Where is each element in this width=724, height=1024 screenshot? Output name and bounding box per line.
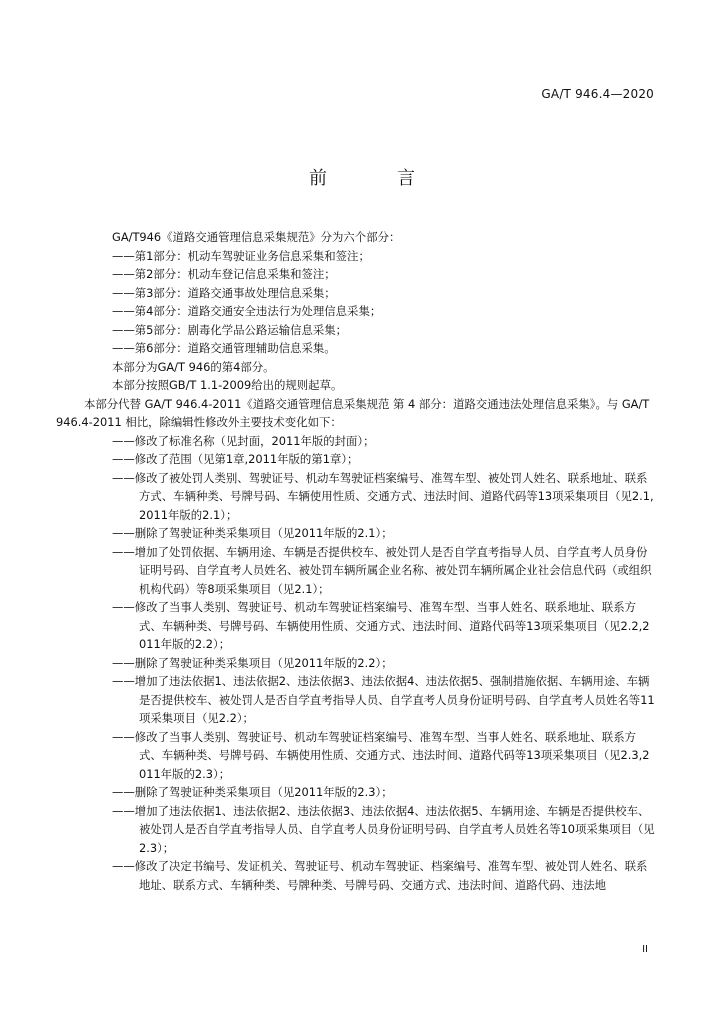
change-item: ——修改了被处罚人类别、驾驶证号、机动车驾驶证档案编号、准驾车型、被处罚人姓名、联系地址、联系方式、车辆种类、号牌号码、车辆使用性质、交通方式、违法时间、道路代码等13项采集项目（见2.1,2011年版的2.1）； bbox=[112, 470, 654, 522]
paragraph: ——第4部分：道路交通安全违法行为处理信息采集； bbox=[112, 304, 382, 318]
paragraph: 本部分代替 GA/T 946.4-2011《道路交通管理信息采集规范 第 4 部分：道路交通违法处理信息采集》。与 GA/T 946.4-2011 相比，除编辑性修改外主要技术变化如下： bbox=[56, 396, 650, 429]
paragraph: ——第6部分：道路交通管理辅助信息采集。 bbox=[112, 341, 336, 355]
document-body bbox=[56, 228, 656, 894]
change-item: ——删除了驾驶证种类采集项目（见2011年版的2.1）； bbox=[112, 526, 393, 540]
change-item: ——删除了驾驶证种类采集项目（见2011年版的2.3）； bbox=[112, 785, 393, 799]
change-item: ——修改了当事人类别、驾驶证号、机动车驾驶证档案编号、准驾车型、当事人姓名、联系地址、联系方式、车辆种类、号牌号码、车辆使用性质、交通方式、违法时间、道路代码等13项采集项目（见2.3,2011年版的2.3）； bbox=[112, 729, 650, 781]
change-item: ——增加了违法依据1、违法依据2、违法依据3、违法依据4、违法依据5、车辆用途、车辆是否提供校车、被处罚人是否自学直考指导人员、自学直考人员身份证明号码、自学直考人员姓名等10项采集项目（见2.3）； bbox=[112, 803, 655, 855]
paragraph: ——第5部分：剧毒化学品公路运输信息采集； bbox=[112, 322, 348, 337]
paragraph: ——第2部分：机动车登记信息采集和签注； bbox=[112, 267, 336, 281]
page-title: 前 言 bbox=[309, 168, 441, 189]
paragraph: 本部分按照GB/T 1.1-2009给出的规则起草。 bbox=[112, 378, 343, 392]
page-number: II bbox=[642, 944, 648, 955]
change-item: ——删除了驾驶证种类采集项目（见2011年版的2.2）； bbox=[112, 655, 393, 670]
change-item: ——修改了标准名称（见封面，2011年版的封面）； bbox=[112, 433, 375, 448]
paragraph: GA/T946《道路交通管理信息采集规范》分为六个部分： bbox=[112, 230, 401, 244]
paragraph: ——第3部分：道路交通事故处理信息采集； bbox=[112, 285, 336, 300]
change-item: ——修改了范围（见第1章,2011年版的第1章）； bbox=[112, 452, 359, 466]
paragraph: ——第1部分：机动车驾驶证业务信息采集和签注； bbox=[112, 248, 370, 263]
change-item: ——增加了违法依据1、违法依据2、违法依据3、违法依据4、违法依据5、强制措施依据、车辆用途、车辆是否提供校车、被处罚人是否自学直考指导人员、自学直考人员身份证明号码、自学直考人员姓名等11项采集项目（见2.2）； bbox=[112, 674, 655, 725]
change-item: ——增加了处罚依据、车辆用途、车辆是否提供校车、被处罚人是否自学直考指导人员、自学直考人员身份证明号码、自学直考人员姓名、被处罚车辆所属企业名称、被处罚车辆所属企业社会信息代码（或组织机构代码）等8项采集项目（见2.1）； bbox=[112, 544, 652, 596]
paragraph: 本部分为GA/T 946的第4部分。 bbox=[112, 359, 275, 374]
standard-code: GA/T 946.4—2020 bbox=[541, 87, 654, 101]
change-item: ——修改了决定书编号、发证机关、驾驶证号、机动车驾驶证、档案编号、准驾车型、被处罚人姓名、联系地址、联系方式、车辆种类、号牌种类、号牌号码、交通方式、违法时间、道路代码、违法地 bbox=[112, 859, 648, 892]
change-item: ——修改了当事人类别、驾驶证号、机动车驾驶证档案编号、准驾车型、当事人姓名、联系地址、联系方式、车辆种类、号牌号码、车辆使用性质、交通方式、违法时间、道路代码等13项采集项目（见2.2,2011年版的2.2）； bbox=[112, 600, 650, 651]
